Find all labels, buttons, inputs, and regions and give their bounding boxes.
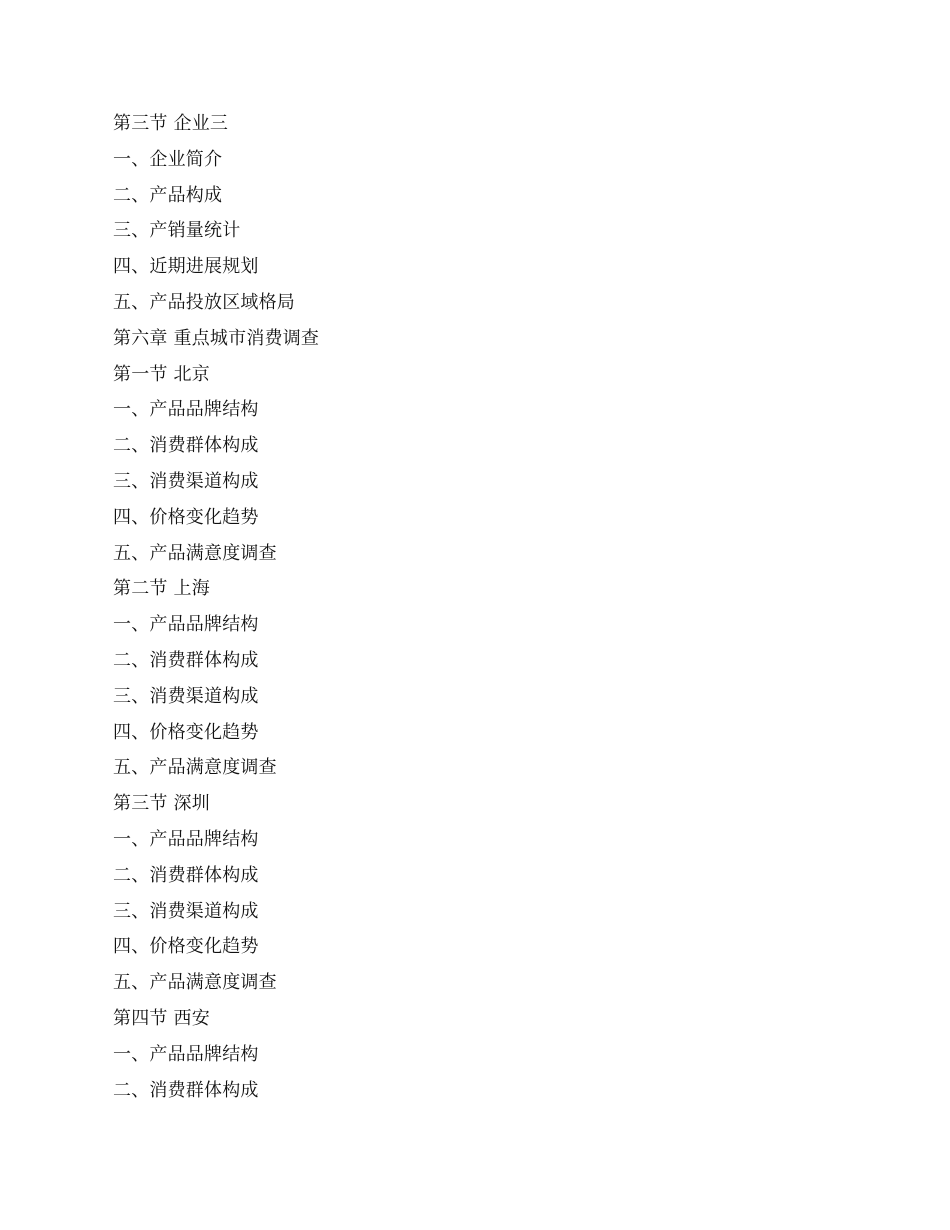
toc-item: 五、产品投放区域格局 <box>113 291 295 313</box>
toc-item: 五、产品满意度调查 <box>113 542 277 564</box>
toc-item: 一、产品品牌结构 <box>113 614 259 636</box>
toc-item: 二、消费群体构成 <box>113 864 259 886</box>
toc-item: 二、消费群体构成 <box>113 1079 259 1101</box>
toc-section-heading: 第三节 企业三 <box>113 113 229 134</box>
toc-item: 三、消费渠道构成 <box>113 470 259 492</box>
toc-item: 四、价格变化趋势 <box>113 721 259 743</box>
toc-item: 二、消费群体构成 <box>113 435 259 457</box>
toc-section-heading: 第四节 西安 <box>113 1007 210 1029</box>
toc-item: 三、产销量统计 <box>113 220 241 242</box>
toc-item: 一、产品品牌结构 <box>113 1043 259 1065</box>
toc-item: 五、产品满意度调查 <box>113 972 277 994</box>
toc-item: 二、消费群体构成 <box>113 649 259 671</box>
toc-section-heading: 第三节 深圳 <box>113 793 210 815</box>
toc-item: 四、价格变化趋势 <box>113 936 259 958</box>
toc-item: 三、消费渠道构成 <box>113 685 259 707</box>
toc-section-heading: 第一节 北京 <box>113 363 210 385</box>
toc-item: 三、消费渠道构成 <box>113 900 259 922</box>
toc-item: 四、价格变化趋势 <box>113 506 259 528</box>
toc-item: 二、产品构成 <box>113 184 223 206</box>
document-page <box>113 106 873 1108</box>
toc-item: 一、产品品牌结构 <box>113 828 259 850</box>
toc-item: 四、近期进展规划 <box>113 256 259 278</box>
toc-item: 一、产品品牌结构 <box>113 399 259 421</box>
toc-section-heading: 第二节 上海 <box>113 578 210 600</box>
toc-item: 五、产品满意度调查 <box>113 757 277 779</box>
toc-item: 一、企业简介 <box>113 148 223 170</box>
toc-chapter-heading: 第六章 重点城市消费调查 <box>113 327 320 349</box>
